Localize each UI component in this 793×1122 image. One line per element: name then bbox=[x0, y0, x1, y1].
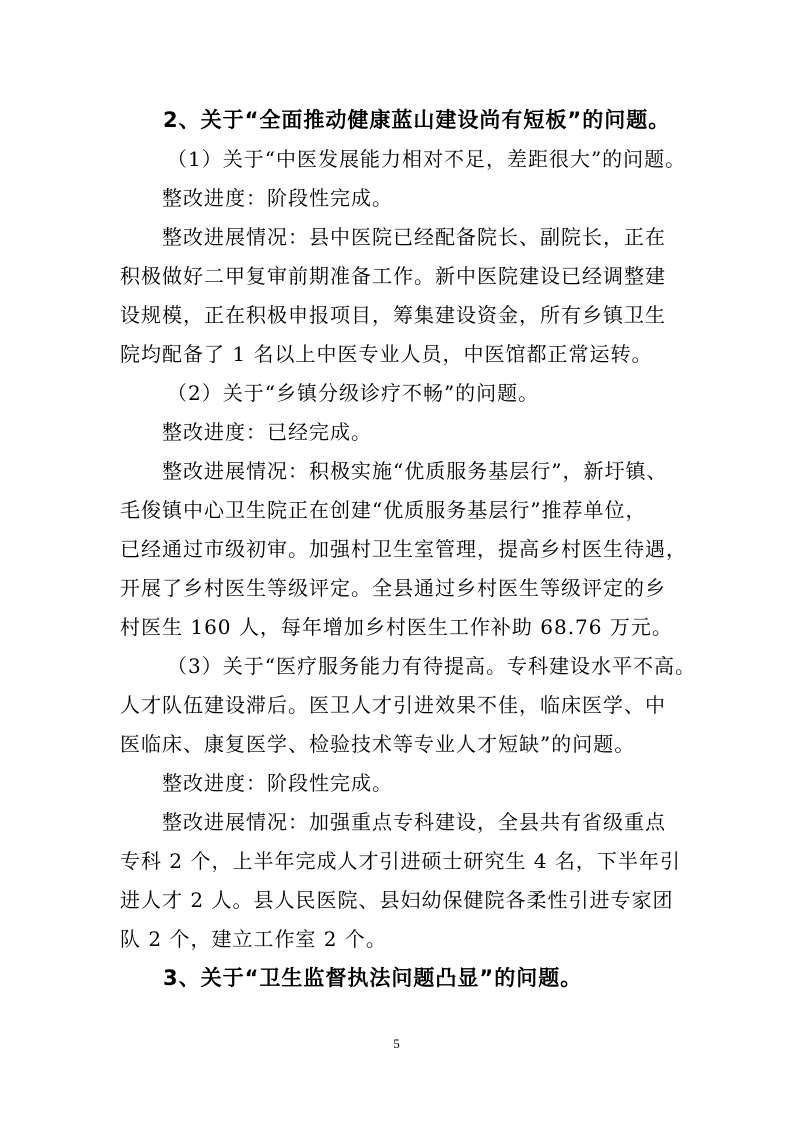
paragraph-line: 毛俊镇中心卫生院正在创建“优质服务基层行”推荐单位， bbox=[120, 498, 647, 522]
paragraph-line: 整改进展情况：加强重点专科建设，全县共有省级重点 bbox=[162, 810, 666, 834]
paragraph-line: 整改进展情况：积极实施“优质服务基层行”，新圩镇、 bbox=[162, 459, 668, 483]
paragraph-line: 村医生 160 人，每年增加乡村医生工作补助 68.76 万元。 bbox=[120, 615, 673, 639]
progress-status: 整改进度：阶段性完成。 bbox=[162, 186, 393, 210]
page-number: 5 bbox=[393, 1036, 400, 1051]
subsection-heading-3: （3）关于“医疗服务能力有待提高。专科建设水平不高。 bbox=[167, 654, 696, 678]
subsection-heading-2: （2）关于“乡镇分级诊疗不畅”的问题。 bbox=[167, 381, 540, 405]
paragraph-line: 设规模，正在积极申报项目，筹集建设资金，所有乡镇卫生 bbox=[120, 303, 666, 327]
section-heading-3: 3、关于“卫生监督执法问题凸显”的问题。 bbox=[163, 966, 583, 990]
paragraph-line: 已经通过市级初审。加强村卫生室管理，提高乡村医生待遇， bbox=[120, 537, 687, 561]
paragraph-line: 整改进展情况：县中医院已经配备院长、副院长，正在 bbox=[162, 225, 666, 249]
section-heading-2: 2、关于“全面推动健康蓝山建设尚有短板”的问题。 bbox=[163, 108, 671, 132]
paragraph-line: 开展了乡村医生等级评定。全县通过乡村医生等级评定的乡 bbox=[120, 576, 666, 600]
paragraph-line: 进人才 2 人。县人民医院、县妇幼保健院各柔性引进专家团 bbox=[120, 888, 674, 912]
paragraph-line: 医临床、康复医学、检验技术等专业人才短缺”的问题。 bbox=[120, 732, 636, 756]
paragraph-line: 积极做好二甲复审前期准备工作。新中医院建设已经调整建 bbox=[120, 264, 666, 288]
paragraph-line: 专科 2 个，上半年完成人才引进硕士研究生 4 名，下半年引 bbox=[120, 849, 681, 873]
paragraph-line: 院均配备了 1 名以上中医专业人员，中医馆都正常运转。 bbox=[120, 342, 653, 366]
progress-status: 整改进度：阶段性完成。 bbox=[162, 771, 393, 795]
paragraph-line: 队 2 个，建立工作室 2 个。 bbox=[120, 927, 387, 951]
paragraph-line: 人才队伍建设滞后。医卫人才引进效果不佳，临床医学、中 bbox=[120, 693, 666, 717]
progress-status: 整改进度：已经完成。 bbox=[162, 420, 372, 444]
subsection-heading-1: （1）关于“中医发展能力相对不足，差距很大”的问题。 bbox=[167, 147, 687, 171]
